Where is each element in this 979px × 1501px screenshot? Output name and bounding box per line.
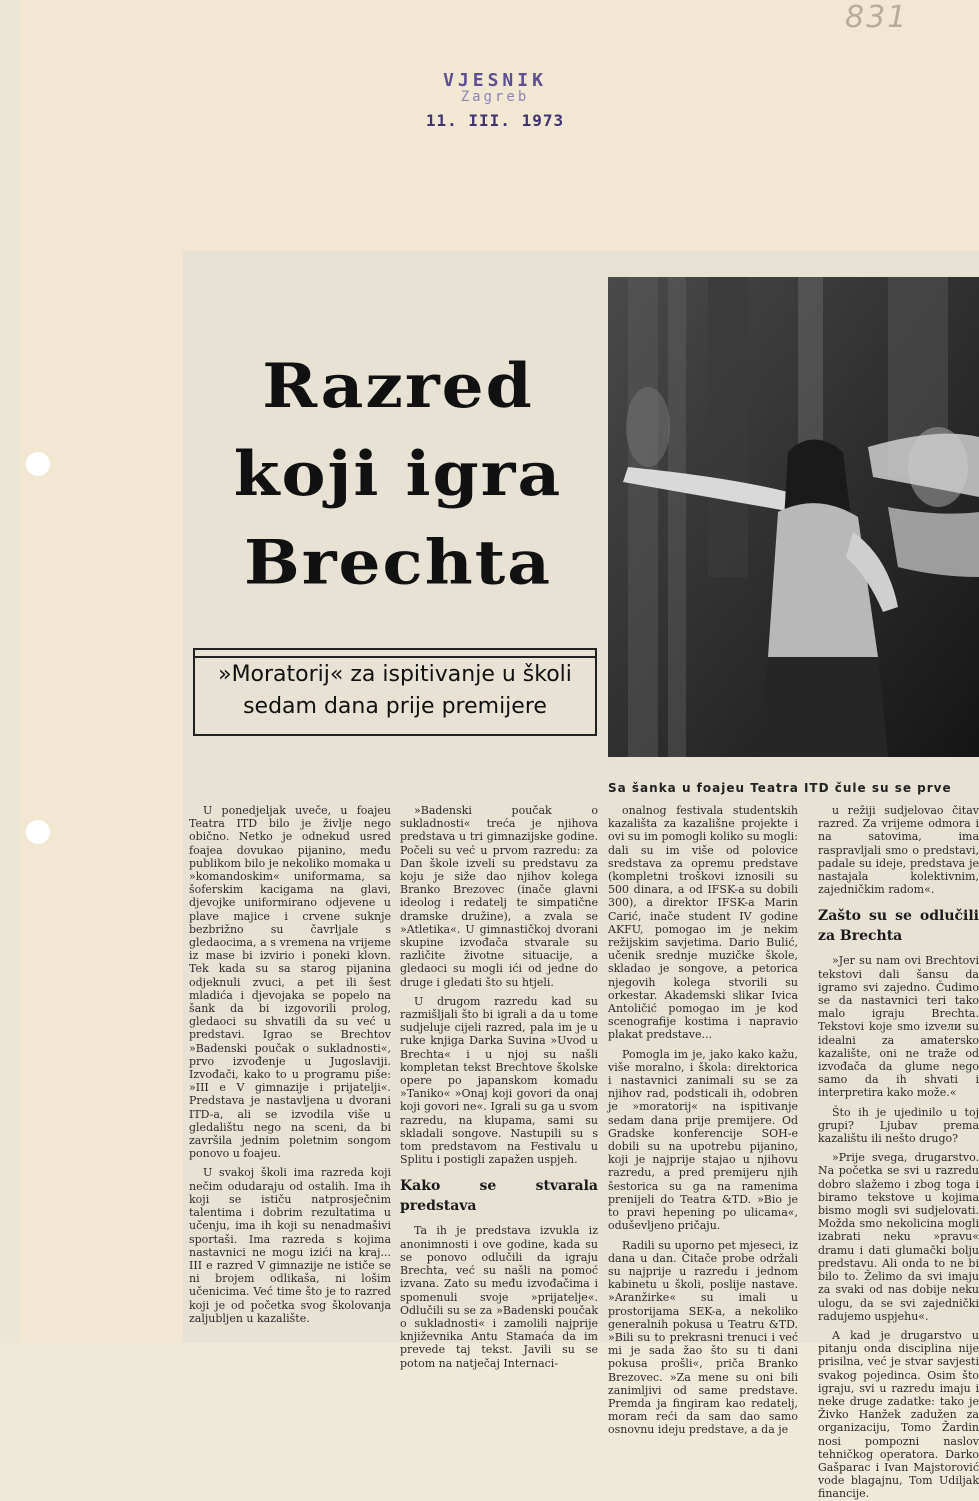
punch-hole [26, 820, 50, 844]
paragraph: Radili su uporno pet mjeseci, iz dana u dan. Čitače probe održali su najprije u razredu i jednom kabinetu u školi, poslije nastave. »Aranžirke« su imali u prostorijama SEK-a, a nekoliko generalnih pokusa u Teatru &TD. »Bili su to prekrasni trenuci i već mi je sada žao što su ti dani pokusa prošli«, priča Branko Brezovec. »Za mene su oni bili zanimljivi od same predstave. Premda ja fingiram kao redatelj, moram reći da sam dao samo osnovnu ideju predstave, a da je [608, 1238, 798, 1437]
headline [203, 342, 593, 607]
subtitle-line: »Moratorij« za ispitivanje u školi [218, 662, 572, 687]
paragraph: »Badenski poučak o sukladnosti« treća je njihova predstava u tri gimnazijske godine. Počeli su već u prvom razredu: za Dan škole izveli su predstavu za koju je siže dao njihov kolega Branko Brezovec (inače glavni ideolog i redatelj te simpatične dramske družine), a zvala se »Atletika«. U gimnastičkoj dvorani skupine izvođača stvarale su različite životne situacije, a gledaoci su mogli ići od jedne do druge i gledati što su htjeli. [400, 804, 598, 989]
newspaper-stamp [410, 70, 580, 130]
article-column-1 [189, 804, 391, 1339]
photo-illustration [608, 277, 979, 757]
subtitle-box [193, 648, 597, 736]
stamp-date: 11. III. 1973 [425, 111, 565, 130]
paragraph: U svakoj školi ima razreda koji nečim odudaraju od ostalih. Ima ih koji se ističu natprosječnim talentima i dobrim rezultatima u učenju, ima ih koji su nenadmašivi sportaši. Ima razreda s kojima nastavnici ne mogu izići na kraj... III e razred V gimnazije ne ističe se ni brojem odlikaša, ni lošim učenicima. Već time što je to razred koji je od početka svog školovanja zaljubljen u kazalište. [189, 1166, 391, 1325]
paragraph: A kad je drugarstvo u pitanju onda disciplina nije prisilna, već je stvar savjesti svakog pojedinca. Osim što igraju, svi u razredu imaju i neke druge zadatke: tako je Živko Hanžek zadužen za organizaciju, Tomo Žardin nosi pompozni naslov tehničkog operatora. Darko Gašparac i Ivan Majstorović vode blagajnu, Tom Udiljak financije. [818, 1328, 979, 1501]
paragraph: »Prije svega, drugarstvo. Na početka se svi u razredu dobro slažemo i zbog toga i biramo tekstove u kojima bismo mogli svi sudjelovati. Možda smo nekolicina mogli izabrati neku »pravu« dramu i dati glumački bolju predstavu. Ali onda to ne bi bilo to. Želimo da svi imaju za svaki od nas dobije neku ulogu, da se svi zajednički radujemo uspjehu«. [818, 1151, 979, 1323]
article-column-2 [400, 804, 598, 1370]
photo-caption: Sa šanka u foajeu Teatra ITD čule su se prve [608, 781, 952, 795]
headline-line: Razred [262, 349, 534, 422]
section-heading: Zašto su se odlučili za Brechta [818, 908, 979, 945]
punch-hole [26, 452, 50, 476]
paragraph: Pomogla im je, jako kako kažu, više moralno, i škola: direktorica i nastavnici zanimali su se za njihov rad, podsticali ih, odobren je »moratorij« na ispitivanje sedam dana prije premijere. Od Gradske konferencije SOH-e dobili su na upotrebu pijanino, koji je najprije stajao u njihovu razredu, a pred premijeru njih šestorica su ga na ramenima prenijeli do Teatra &TD. »Bio je to pravi hepening po ulicama«, oduševljeno pričaju. [608, 1047, 798, 1233]
paragraph: U ponedjeljak uveče, u foajeu Teatra ITD bilo je življe nego obično. Netko je odnekud usred foajea dovukao pijanino, među publikom bilo je nekoliko momaka u »komandoskim« uniformama, sa šoferskim kacigama na glavi, djevojke uniformirano odjevene u plave majice i crvene suknje bezbrižno su čavrljale s gledaocima, a s vremena na vrijeme iz mase bi izvirio i poneki klovn. Tek kada su sa starog pijanina odjeknuli zvuci, a pet ili šest mladića i djevojaka se popelo na šank da bi izgovorili prolog, gledaoci su shvatili da su već u predstavi. Igrao se Brechtov »Badenski poučak o sukladnosti«, prvo izvođenje u Jugoslaviji. Izvođači, kako to u programu piše: »III e V gimnazije i prijatelji«. Predstava je nastavljena u dvorani ITD-a, ali se izvodila više u gledalištu nego na sceni, da bi završila jednim poletnim songom ponovo u foajeu. [189, 804, 391, 1161]
paragraph: onalnog festivala studentskih kazališta za kazališne projekte i ovi su im pomogli koliko su mogli: dali su im više od polovice sredstava za opremu predstave (kompletni troškovi iznosili su 500 dinara, a od IFSK-a su dobili 300), a direktor IFSK-a Marin Carić, inače student IV godine AKFU, pomogao im je nekim režijskim savjetima. Dario Bulić, učenik srednje muzičke škole, skladao je songove, a petorica njegovih kolega stvorili su orkestar. Akademski slikar Ivica Antoličić pomogao im je kod scenografije kostima i napravio plakat predstave... [608, 804, 798, 1042]
paragraph: U drugom razredu kad su razmišljali što bi igrali a da u tome sudjeluje cijeli razred, pala im je u ruke knjiga Darka Suvina »Uvod u Brechta« i u njoj su našli kompletan tekst Brechtove školske opere po japanskom komadu »Taniko« »Onaj koji govori da onaj koji govori ne«. Igrali su ga u svom razredu, na klupama, sami su skladali songove. Nastupili su s tom predstavom na Festivalu u Splitu i postigli zapažen uspjeh. [400, 994, 598, 1167]
paragraph: Ta ih je predstava izvukla iz anonimnosti i ove godine, kada su se ponovo odlučili da igraju Brechta, već su našli na pomoć izvana. Zato su među izvođačima i spomenuli svoje »prijatelje«. Odlučili su se za »Badenski poučak o sukladnosti« i zamolili najprije književnika Antu Stamaća da im prevede taj tekst. Javili su se potom na natječaj Internaci- [400, 1224, 598, 1370]
article-photo [608, 277, 979, 757]
article-column-3 [608, 804, 798, 1437]
paragraph: Što ih je ujedinilo u toj grupi? Ljubav prema kazalištu ili nešto drugo? [818, 1105, 979, 1146]
handwritten-number: 831 [845, 0, 909, 35]
newspaper-clipping [183, 250, 979, 1501]
stamp-name: VJESNIK [443, 70, 547, 91]
paragraph: »Jer su nam ovi Brechtovi tekstovi dali šansu da igramo svi zajedno. Čudimo se da nastavnici teri tako malo igraju Brechta. Tekstovi koje smo izvели su idealni za amatersko kazalište, oni ne traže od izvođača da glume nego samo da ih shvati i interpretira kako može.« [818, 954, 979, 1100]
headline-line: Brechta [244, 526, 552, 599]
paper-edge [0, 0, 18, 1343]
headline-line: koji igra [233, 438, 563, 510]
section-heading: Kako se stvarala predstava [400, 1178, 598, 1215]
article-column-4 [818, 804, 979, 1501]
paragraph: u režiji sudjelovao čitav razred. Za vrijeme odmora i na satovima, ima raspravljali smo o predstavi, padale su ideje, predstava je nastajala kolektivnim, zajedničkim radom«. [818, 804, 979, 897]
stamp-city: Zagreb [460, 89, 530, 105]
subtitle-line: sedam dana prije premijere [243, 694, 547, 719]
